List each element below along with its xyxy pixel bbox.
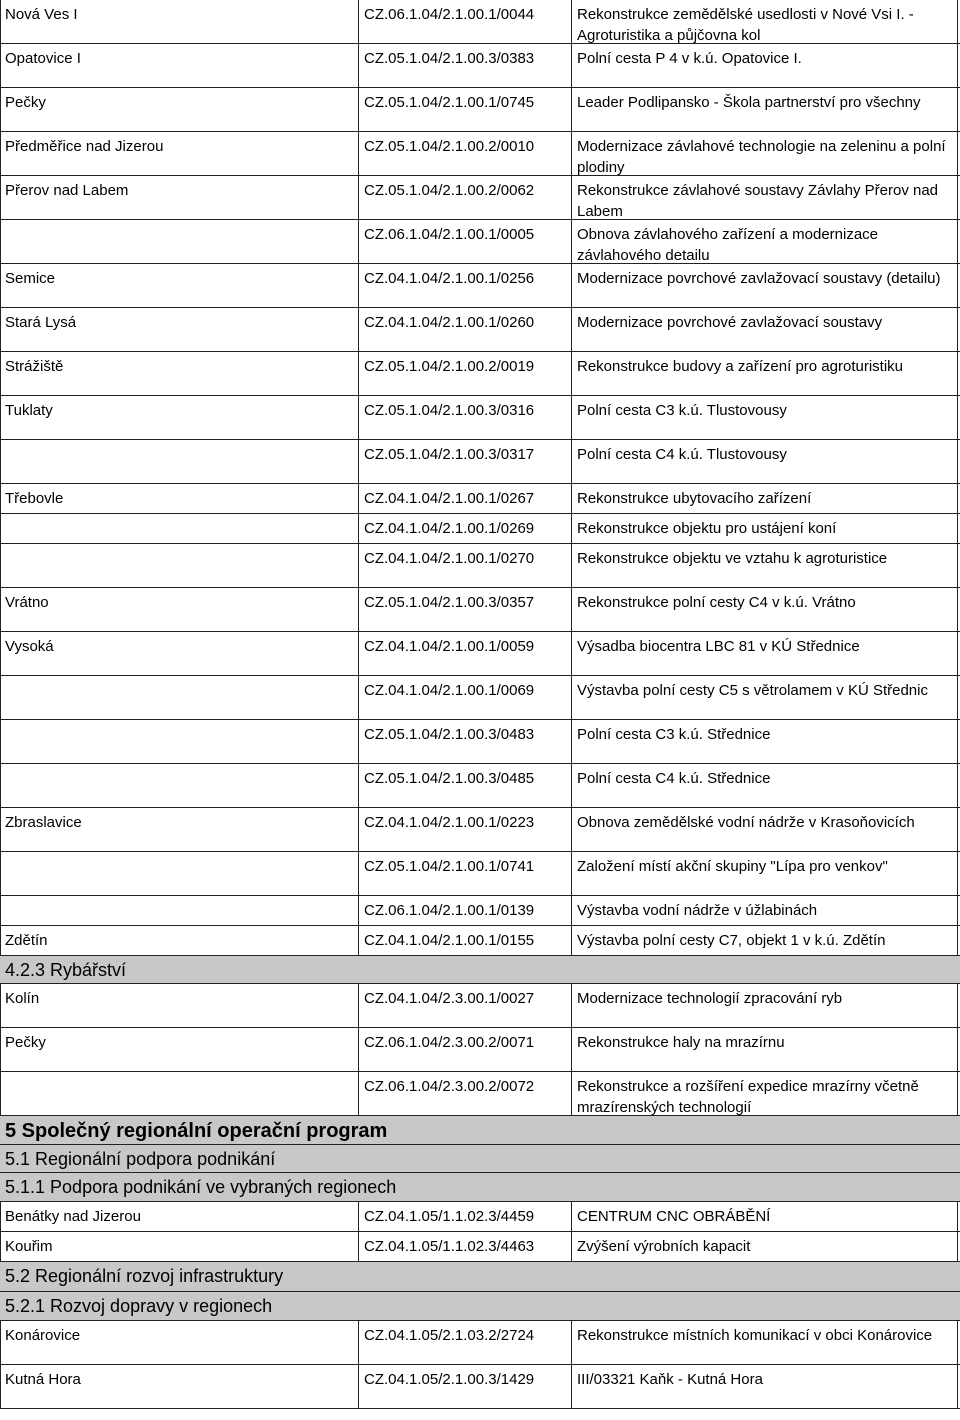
cell-border (571, 720, 572, 763)
cell-border (0, 1232, 1, 1261)
table-row (0, 308, 960, 352)
cell-border (0, 1028, 1, 1071)
municipality-cell: Kouřim (5, 1238, 53, 1255)
table-row (0, 44, 960, 88)
cell-border (0, 308, 1, 351)
cell-border (358, 1365, 359, 1408)
municipality-cell: Benátky nad Jizerou (5, 1208, 141, 1225)
municipality-cell: Semice (5, 270, 56, 287)
cell-border (571, 764, 572, 807)
project-name-cell: Rekonstrukce a rozšíření expedice mrazírny včetně mrazírenských technologií (577, 1078, 919, 1116)
cell-border (571, 1072, 572, 1115)
cell-border (0, 676, 1, 719)
project-name-cell: Rekonstrukce zemědělské usedlosti v Nové Vsi I. - Agroturistika a půjčovna kol (577, 6, 914, 44)
table-row (0, 852, 960, 896)
cell-border (358, 484, 359, 513)
cell-border (0, 396, 1, 439)
cell-border (571, 0, 572, 43)
table-row (0, 396, 960, 440)
municipality-cell: Konárovice (5, 1327, 81, 1344)
municipality-cell: Předměřice nad Jizerou (5, 138, 164, 155)
table-row (0, 484, 960, 514)
cell-border (0, 984, 1, 1027)
cell-border (0, 808, 1, 851)
municipality-cell: Kolín (5, 990, 40, 1007)
project-name-cell: Rekonstrukce místních komunikací v obci Konárovice (577, 1327, 933, 1344)
project-name-cell: Rekonstrukce objektu ve vztahu k agroturistice (577, 550, 888, 567)
cell-border (957, 176, 958, 219)
cell-border (358, 514, 359, 543)
project-code-cell: CZ.05.1.04/2.1.00.3/0317 (364, 446, 535, 463)
cell-border (957, 676, 958, 719)
project-name-cell: Výstavba polní cesty C5 s větrolamem v KÚ Střednic (577, 682, 928, 699)
project-code-cell: CZ.05.1.04/2.1.00.3/0316 (364, 402, 535, 419)
cell-border (571, 1028, 572, 1071)
cell-border (358, 132, 359, 175)
cell-border (571, 1232, 572, 1261)
cell-border (957, 1232, 958, 1261)
municipality-cell: Tuklaty (5, 402, 53, 419)
cell-border (358, 88, 359, 131)
cell-border (571, 264, 572, 307)
table-row (0, 88, 960, 132)
table-block-transport (0, 1321, 960, 1409)
cell-border (571, 852, 572, 895)
cell-border (571, 1202, 572, 1231)
cell-border (358, 352, 359, 395)
cell-border (571, 588, 572, 631)
table-block-business (0, 1202, 960, 1262)
cell-border (0, 588, 1, 631)
project-code-cell: CZ.06.1.04/2.1.00.1/0005 (364, 226, 535, 243)
cell-border (571, 44, 572, 87)
cell-border (358, 0, 359, 43)
cell-border (358, 1321, 359, 1364)
cell-border (358, 1232, 359, 1261)
table-row (0, 176, 960, 220)
cell-border (358, 1072, 359, 1115)
cell-border (358, 984, 359, 1027)
cell-border (571, 514, 572, 543)
project-name-cell: CENTRUM CNC OBRÁBĚNÍ (577, 1208, 771, 1225)
project-name-cell: Obnova závlahového zařízení a modernizace závlahového detailu (577, 226, 879, 264)
section-header-5 (0, 1116, 960, 1145)
cell-border (957, 264, 958, 307)
table-row (0, 808, 960, 852)
project-name-cell: Polní cesta C4 k.ú. Střednice (577, 770, 771, 787)
cell-border (0, 1072, 1, 1115)
cell-border (957, 1202, 958, 1231)
cell-border (0, 1321, 1, 1364)
section-header-5-2-1 (0, 1292, 960, 1321)
cell-border (358, 720, 359, 763)
cell-border (358, 764, 359, 807)
project-code-cell: CZ.05.1.04/2.1.00.1/0745 (364, 94, 535, 111)
section-title: 5 Společný regionální operační program (5, 1120, 388, 1142)
project-name-cell: Zvýšení výrobních kapacit (577, 1238, 751, 1255)
cell-border (0, 1365, 1, 1408)
project-name-cell: Obnova zemědělské vodní nádrže v Krasoňovicích (577, 814, 915, 831)
cell-border (957, 0, 958, 43)
cell-border (571, 440, 572, 483)
cell-border (358, 264, 359, 307)
cell-border (957, 720, 958, 763)
cell-border (0, 44, 1, 87)
project-name-cell: Založení místí akční skupiny "Lípa pro venkov" (577, 858, 888, 875)
project-code-cell: CZ.04.1.04/2.3.00.1/0027 (364, 990, 535, 1007)
project-name-cell: Rekonstrukce polní cesty C4 v k.ú. Vrátno (577, 594, 856, 611)
cell-border (571, 1365, 572, 1408)
table-row (0, 676, 960, 720)
municipality-cell: Kutná Hora (5, 1371, 81, 1388)
municipality-cell: Opatovice I (5, 50, 81, 67)
table-row (0, 544, 960, 588)
table-row (0, 1321, 960, 1365)
cell-border (957, 514, 958, 543)
project-code-cell: CZ.06.1.04/2.1.00.1/0044 (364, 6, 535, 23)
table-row (0, 132, 960, 176)
municipality-cell: Pečky (5, 1034, 46, 1051)
project-code-cell: CZ.04.1.05/2.1.03.2/2724 (364, 1327, 535, 1344)
municipality-cell: Třebovle (5, 490, 64, 507)
cell-border (957, 44, 958, 87)
project-name-cell: Rekonstrukce ubytovacího zařízení (577, 490, 812, 507)
cell-border (571, 926, 572, 955)
project-name-cell: Polní cesta C3 k.ú. Střednice (577, 726, 771, 743)
section-header-5-1 (0, 1145, 960, 1173)
cell-border (358, 926, 359, 955)
project-name-cell: III/03321 Kaňk - Kutná Hora (577, 1371, 763, 1388)
cell-border (957, 984, 958, 1027)
cell-border (571, 1321, 572, 1364)
table-row (0, 0, 960, 44)
section-header-5-2 (0, 1262, 960, 1292)
table-row (0, 352, 960, 396)
table-row (0, 1365, 960, 1409)
municipality-cell: Stará Lysá (5, 314, 77, 331)
cell-border (571, 132, 572, 175)
cell-border (957, 484, 958, 513)
table-row (0, 440, 960, 484)
cell-border (571, 676, 572, 719)
cell-border (571, 176, 572, 219)
cell-border (571, 88, 572, 131)
cell-border (358, 1028, 359, 1071)
cell-border (0, 220, 1, 263)
table-row (0, 1232, 960, 1262)
project-code-cell: CZ.04.1.04/2.1.00.1/0260 (364, 314, 535, 331)
cell-border (957, 88, 958, 131)
project-name-cell: Modernizace povrchové zavlažovací soustavy (577, 314, 883, 331)
cell-border (358, 220, 359, 263)
cell-border (358, 544, 359, 587)
cell-border (0, 632, 1, 675)
project-name-cell: Polní cesta P 4 v k.ú. Opatovice I. (577, 50, 802, 67)
project-name-cell: Výsadba biocentra LBC 81 v KÚ Střednice (577, 638, 860, 655)
project-code-cell: CZ.05.1.04/2.1.00.2/0019 (364, 358, 535, 375)
cell-border (571, 984, 572, 1027)
table-row (0, 926, 960, 956)
project-name-cell: Rekonstrukce budovy a zařízení pro agroturistiku (577, 358, 903, 375)
table-row (0, 720, 960, 764)
project-name-cell: Modernizace povrchové zavlažovací soustavy (detailu) (577, 270, 941, 287)
cell-border (0, 514, 1, 543)
cell-border (571, 396, 572, 439)
cell-border (0, 1202, 1, 1231)
cell-border (0, 132, 1, 175)
table-row (0, 896, 960, 926)
project-name-cell: Výstavba polní cesty C7, objekt 1 v k.ú. Zdětín (577, 932, 886, 949)
cell-border (571, 308, 572, 351)
cell-border (957, 926, 958, 955)
project-code-cell: CZ.06.1.04/2.3.00.2/0072 (364, 1078, 535, 1095)
cell-border (0, 0, 1, 43)
cell-border (957, 440, 958, 483)
cell-border (358, 1202, 359, 1231)
cell-border (358, 808, 359, 851)
project-name-cell: Polní cesta C4 k.ú. Tlustovousy (577, 446, 787, 463)
cell-border (358, 632, 359, 675)
section-header-5-1-1 (0, 1173, 960, 1202)
municipality-cell: Strážiště (5, 358, 64, 375)
cell-border (0, 176, 1, 219)
cell-border (571, 808, 572, 851)
project-code-cell: CZ.05.1.04/2.1.00.1/0741 (364, 858, 535, 875)
cell-border (358, 308, 359, 351)
cell-border (358, 396, 359, 439)
project-code-cell: CZ.05.1.04/2.1.00.3/0485 (364, 770, 535, 787)
table-block-fishery (0, 984, 960, 1116)
project-code-cell: CZ.04.1.04/2.1.00.1/0069 (364, 682, 535, 699)
project-code-cell: CZ.04.1.04/2.1.00.1/0059 (364, 638, 535, 655)
cell-border (0, 764, 1, 807)
cell-border (957, 132, 958, 175)
project-name-cell: Leader Podlipansko - Škola partnerství pro všechny (577, 94, 921, 111)
municipality-cell: Zbraslavice (5, 814, 82, 831)
project-code-cell: CZ.04.1.04/2.1.00.1/0155 (364, 932, 535, 949)
cell-border (358, 896, 359, 925)
cell-border (957, 808, 958, 851)
cell-border (358, 588, 359, 631)
project-code-cell: CZ.05.1.04/2.1.00.3/0357 (364, 594, 535, 611)
cell-border (957, 220, 958, 263)
municipality-cell: Vrátno (5, 594, 49, 611)
cell-border (358, 852, 359, 895)
cell-border (957, 396, 958, 439)
project-code-cell: CZ.05.1.04/2.1.00.3/0383 (364, 50, 535, 67)
project-name-cell: Polní cesta C3 k.ú. Tlustovousy (577, 402, 787, 419)
project-name-cell: Modernizace závlahové technologie na zeleninu a polní plodiny (577, 138, 946, 176)
municipality-cell: Zdětín (5, 932, 48, 949)
table-row (0, 984, 960, 1028)
project-code-cell: CZ.06.1.04/2.1.00.1/0139 (364, 902, 535, 919)
project-name-cell: Výstavba vodní nádrže v úžlabinách (577, 902, 818, 919)
municipality-cell: Pečky (5, 94, 46, 111)
cell-border (957, 1072, 958, 1115)
cell-border (571, 220, 572, 263)
project-code-cell: CZ.04.1.05/1.1.02.3/4459 (364, 1208, 535, 1225)
cell-border (0, 852, 1, 895)
table-row (0, 1028, 960, 1072)
table-row (0, 1202, 960, 1232)
table-row (0, 514, 960, 544)
table-row (0, 1072, 960, 1116)
project-code-cell: CZ.05.1.04/2.1.00.3/0483 (364, 726, 535, 743)
project-code-cell: CZ.05.1.04/2.1.00.2/0062 (364, 182, 535, 199)
project-code-cell: CZ.05.1.04/2.1.00.2/0010 (364, 138, 535, 155)
cell-border (571, 544, 572, 587)
cell-border (957, 1321, 958, 1364)
project-name-cell: Rekonstrukce haly na mrazírnu (577, 1034, 785, 1051)
project-code-cell: CZ.04.1.04/2.1.00.1/0223 (364, 814, 535, 831)
municipality-cell: Vysoká (5, 638, 54, 655)
table-row (0, 588, 960, 632)
section-title: 4.2.3 Rybářství (5, 960, 127, 980)
cell-border (571, 632, 572, 675)
cell-border (957, 308, 958, 351)
cell-border (957, 764, 958, 807)
table-row (0, 264, 960, 308)
cell-border (957, 632, 958, 675)
cell-border (957, 896, 958, 925)
section-title: 5.2 Regionální rozvoj infrastruktury (5, 1266, 284, 1286)
section-title: 5.2.1 Rozvoj dopravy v regionech (5, 1296, 273, 1316)
project-name-cell: Modernizace technologií zpracování ryb (577, 990, 843, 1007)
cell-border (0, 720, 1, 763)
cell-border (0, 484, 1, 513)
cell-border (0, 544, 1, 587)
cell-border (957, 852, 958, 895)
project-code-cell: CZ.04.1.04/2.1.00.1/0256 (364, 270, 535, 287)
cell-border (571, 484, 572, 513)
cell-border (358, 676, 359, 719)
project-name-cell: Rekonstrukce závlahové soustavy Závlahy Přerov nad Labem (577, 182, 939, 220)
cell-border (0, 88, 1, 131)
municipality-cell: Nová Ves I (5, 6, 78, 23)
municipality-cell: Přerov nad Labem (5, 182, 129, 199)
cell-border (957, 544, 958, 587)
cell-border (358, 44, 359, 87)
cell-border (571, 896, 572, 925)
table-row (0, 220, 960, 264)
cell-border (0, 926, 1, 955)
section-header-4-2-3 (0, 956, 960, 984)
project-code-cell: CZ.04.1.05/2.1.00.3/1429 (364, 1371, 535, 1388)
cell-border (957, 588, 958, 631)
cell-border (0, 264, 1, 307)
cell-border (0, 440, 1, 483)
project-name-cell: Rekonstrukce objektu pro ustájení koní (577, 520, 837, 537)
project-code-cell: CZ.06.1.04/2.3.00.2/0071 (364, 1034, 535, 1051)
cell-border (571, 352, 572, 395)
project-code-cell: CZ.04.1.04/2.1.00.1/0270 (364, 550, 535, 567)
project-code-cell: CZ.04.1.05/1.1.02.3/4463 (364, 1238, 535, 1255)
table-row (0, 632, 960, 676)
cell-border (957, 1028, 958, 1071)
cell-border (957, 352, 958, 395)
section-title: 5.1.1 Podpora podnikání ve vybraných regionech (5, 1177, 397, 1197)
project-code-cell: CZ.04.1.04/2.1.00.1/0267 (364, 490, 535, 507)
project-code-cell: CZ.04.1.04/2.1.00.1/0269 (364, 520, 535, 537)
cell-border (957, 1365, 958, 1408)
cell-border (358, 440, 359, 483)
section-title: 5.1 Regionální podpora podnikání (5, 1149, 276, 1169)
cell-border (0, 352, 1, 395)
cell-border (0, 896, 1, 925)
cell-border (358, 176, 359, 219)
table-row (0, 764, 960, 808)
